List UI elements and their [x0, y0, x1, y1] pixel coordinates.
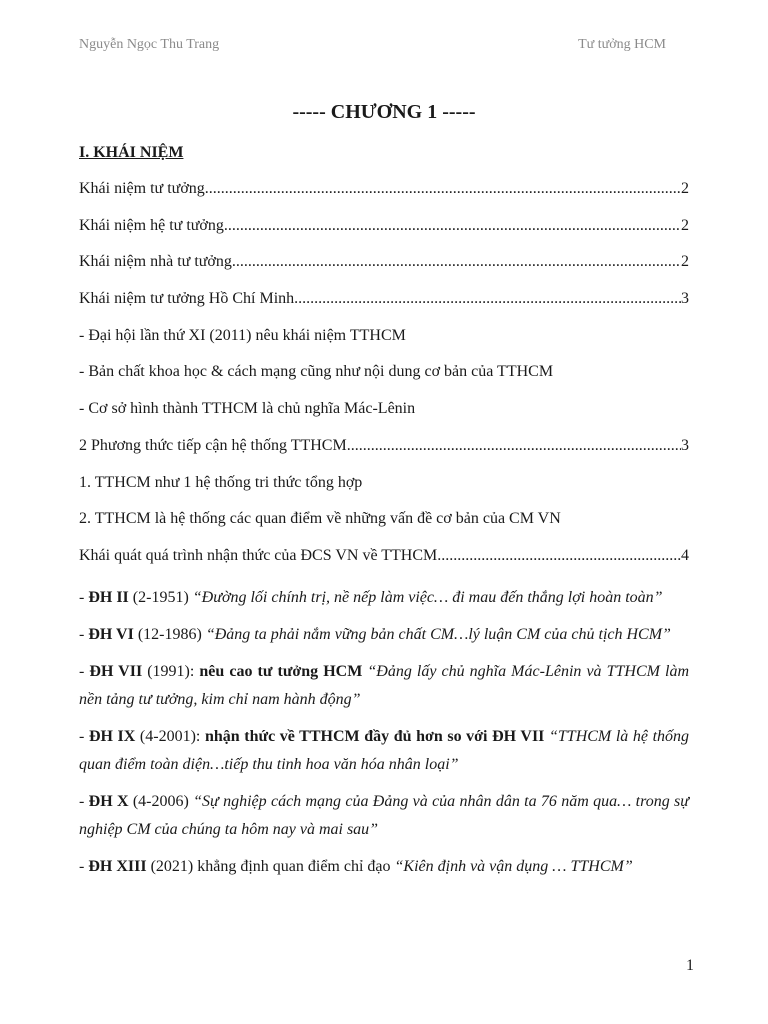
toc-leader-dots [224, 217, 681, 235]
toc-entry [79, 290, 689, 311]
congress-name: ĐH X [88, 792, 129, 810]
dash: - [79, 792, 89, 810]
toc-leader-dots [347, 437, 681, 455]
congress-name: ĐH VI [88, 625, 134, 643]
congress-date: (2-1951) [128, 588, 193, 606]
congress-date: (12-1986) [133, 625, 206, 643]
dash: - [79, 625, 89, 643]
congress-quote: “Sự nghiệp cách mạng của Đảng và của nhân dân ta 76 năm qua… trong sự nghiệp CM của chúng ta hôm nay và mai sau” [79, 792, 690, 838]
toc-leader-dots [232, 253, 681, 271]
toc-entry [79, 217, 689, 238]
congress-name: ĐH IX [88, 727, 136, 745]
congress-item [79, 723, 689, 779]
toc-leader-dots [294, 290, 681, 308]
toc-entry-page: 2 [681, 180, 689, 197]
toc-entry [79, 437, 689, 458]
toc-entry-text: 2 Phương thức tiếp cận hệ thống TTHCM [79, 436, 347, 454]
congress-date: (4-2001): [135, 727, 205, 745]
congress-name: ĐH II [88, 588, 129, 606]
congress-quote: “Kiên định và vận dụng … TTHCM” [394, 857, 633, 875]
congress-highlight: nhận thức về TTHCM đầy đủ hơn so với ĐH VII [204, 727, 549, 745]
toc-entry-page: 3 [681, 436, 689, 454]
congress-item [79, 788, 689, 844]
toc-leader-dots [205, 180, 681, 198]
toc-leader-dots [437, 547, 681, 565]
chapter-title: ----- CHƯƠNG 1 ----- [292, 101, 476, 123]
numbered-line: 2. TTHCM là hệ thống các quan điểm về những vấn đề cơ bản của CM VN [79, 510, 561, 528]
bullet-line: - Đại hội lần thứ XI (2011) nêu khái niệm TTHCM [79, 326, 406, 344]
congress-date: (4-2006) [128, 792, 194, 810]
toc-entry-page: 2 [681, 253, 689, 271]
dash: - [79, 588, 89, 606]
toc-entry-text: Khái niệm hệ tư tưởng [79, 216, 224, 234]
toc-entry-text: Khái niệm tư tưởng [79, 180, 205, 197]
congress-quote: “TTHCM là hệ thống quan điểm toàn diện…tiếp thu tinh hoa văn hóa nhân loại” [79, 727, 690, 773]
header-subject: Tư tưởng HCM [578, 37, 666, 52]
toc-entry-page: 2 [681, 216, 689, 234]
congress-date: (2021) khẳng định quan điểm chỉ đạo [146, 857, 395, 875]
congress-name: ĐH XIII [88, 857, 147, 875]
congress-item [79, 853, 689, 881]
toc-entry-text: Khái niệm nhà tư tưởng [79, 253, 232, 271]
congress-item [79, 658, 689, 714]
page-number: 1 [686, 957, 694, 974]
toc-entry [79, 547, 689, 568]
congress-quote: “Đường lối chính trị, nề nếp làm việc… đi mau đến thắng lợi hoàn toàn” [192, 588, 663, 606]
toc-entry-page: 4 [681, 546, 689, 564]
dash: - [79, 727, 89, 745]
dash: - [79, 857, 89, 875]
congress-item [79, 621, 689, 649]
bullet-line: - Cơ sở hình thành TTHCM là chủ nghĩa Mác-Lênin [79, 400, 416, 418]
congress-date: (1991): [142, 662, 200, 680]
toc-entry-text: Khái quát quá trình nhận thức của ĐCS VN về TTHCM [79, 546, 438, 564]
numbered-line: 1. TTHCM như 1 hệ thống tri thức tổng hợp [79, 473, 363, 491]
congress-quote: “Đảng lấy chủ nghĩa Mác-Lênin và TTHCM làm nền tảng tư tưởng, kim chỉ nam hành động” [79, 662, 690, 708]
dash: - [79, 662, 90, 680]
document-body [79, 180, 689, 890]
header-author: Nguyễn Ngọc Thu Trang [79, 37, 220, 52]
toc-entry [79, 253, 689, 274]
congress-item [79, 584, 689, 612]
congress-quote: “Đảng ta phải nắm vững bản chất CM…lý luận CM của chủ tịch HCM” [205, 625, 671, 643]
section-heading: I. KHÁI NIỆM [79, 144, 184, 161]
congress-name: ĐH VII [89, 662, 143, 680]
toc-entry-text: Khái niệm tư tưởng Hồ Chí Minh [79, 290, 295, 308]
toc-entry-page: 3 [681, 290, 689, 308]
toc-entry [79, 180, 689, 201]
congress-highlight: nêu cao tư tưởng HCM [199, 662, 368, 680]
bullet-line: - Bản chất khoa học & cách mạng cũng như nội dung cơ bản của TTHCM [79, 363, 554, 381]
